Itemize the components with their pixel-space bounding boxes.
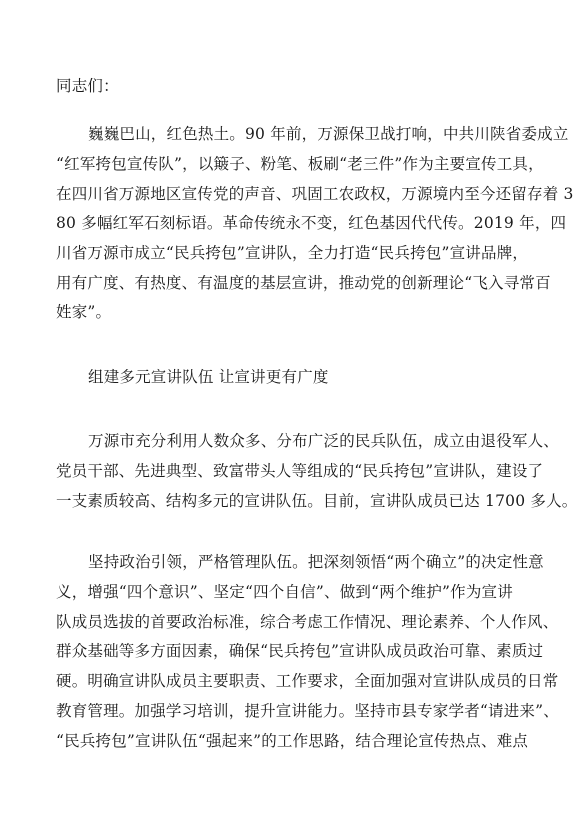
paragraph-2-line-2: 党员干部、先进典型、致富带头人等组成的“民兵挎包”宣讲队，建设了 bbox=[56, 462, 544, 480]
paragraph-1-line-2: “红军挎包宣传队”，以簸子、粉笔、板刷“老三件”作为主要宣传工具， bbox=[56, 155, 544, 173]
paragraph-2-line-1: 万源市充分利用人数众多、分布广泛的民兵队伍，成立由退役军人、 bbox=[88, 432, 560, 450]
paragraph-3-line-6: 教育管理。加强学习培训，提升宣讲能力。坚持市县专家学者“请进来”、 bbox=[56, 702, 559, 720]
paragraph-1-line-4: 80 多幅红军石刻标语。革命传统永不变，红色基因代代传。2019 年，四 bbox=[56, 214, 567, 232]
paragraph-1-line-1: 巍巍巴山，红色热土。90 年前，万源保卫战打响，中共川陕省委成立 bbox=[88, 125, 569, 143]
paragraph-1-line-5: 川省万源市成立“民兵挎包”宣讲队，全力打造“民兵挎包”宣讲品牌， bbox=[56, 244, 529, 262]
salutation: 同志们： bbox=[56, 77, 119, 95]
paragraph-3-line-5: 硬。明确宣讲队成员主要职责、工作要求，全面加强对宣讲队成员的日常 bbox=[56, 672, 559, 690]
paragraph-1-line-6: 用有广度、有热度、有温度的基层宣讲，推动党的创新理论“飞入寻常百 bbox=[56, 274, 551, 292]
paragraph-3-line-7: “民兵挎包”宣讲队伍“强起来”的工作思路，结合理论宣传热点、难点 bbox=[56, 732, 529, 750]
paragraph-3-line-2: 义，增强“四个意识”、坚定“四个自信”、做到“两个维护”作为宣讲 bbox=[56, 583, 513, 601]
paragraph-2-line-3: 一支素质较高、结构多元的宣讲队伍。目前，宣讲队成员已达 1700 多人。 bbox=[56, 492, 578, 510]
paragraph-3-line-1: 坚持政治引领，严格管理队伍。把深刻领悟“两个确立”的决定性意 bbox=[88, 553, 544, 571]
paragraph-1-line-3: 在四川省万源地区宣传党的声音、巩固工农政权，万源境内至今还留存着 3 bbox=[56, 185, 574, 203]
paragraph-1-line-7: 姓家”。 bbox=[56, 303, 112, 321]
paragraph-3-line-4: 群众基础等多方面因素，确保“民兵挎包”宣讲队成员政治可靠、素质过 bbox=[56, 642, 544, 660]
section-heading: 组建多元宣讲队伍 让宣讲更有广度 bbox=[88, 368, 329, 386]
paragraph-3-line-3: 队成员选拔的首要政治标准，综合考虑工作情况、理论素养、个人作风、 bbox=[56, 613, 559, 631]
